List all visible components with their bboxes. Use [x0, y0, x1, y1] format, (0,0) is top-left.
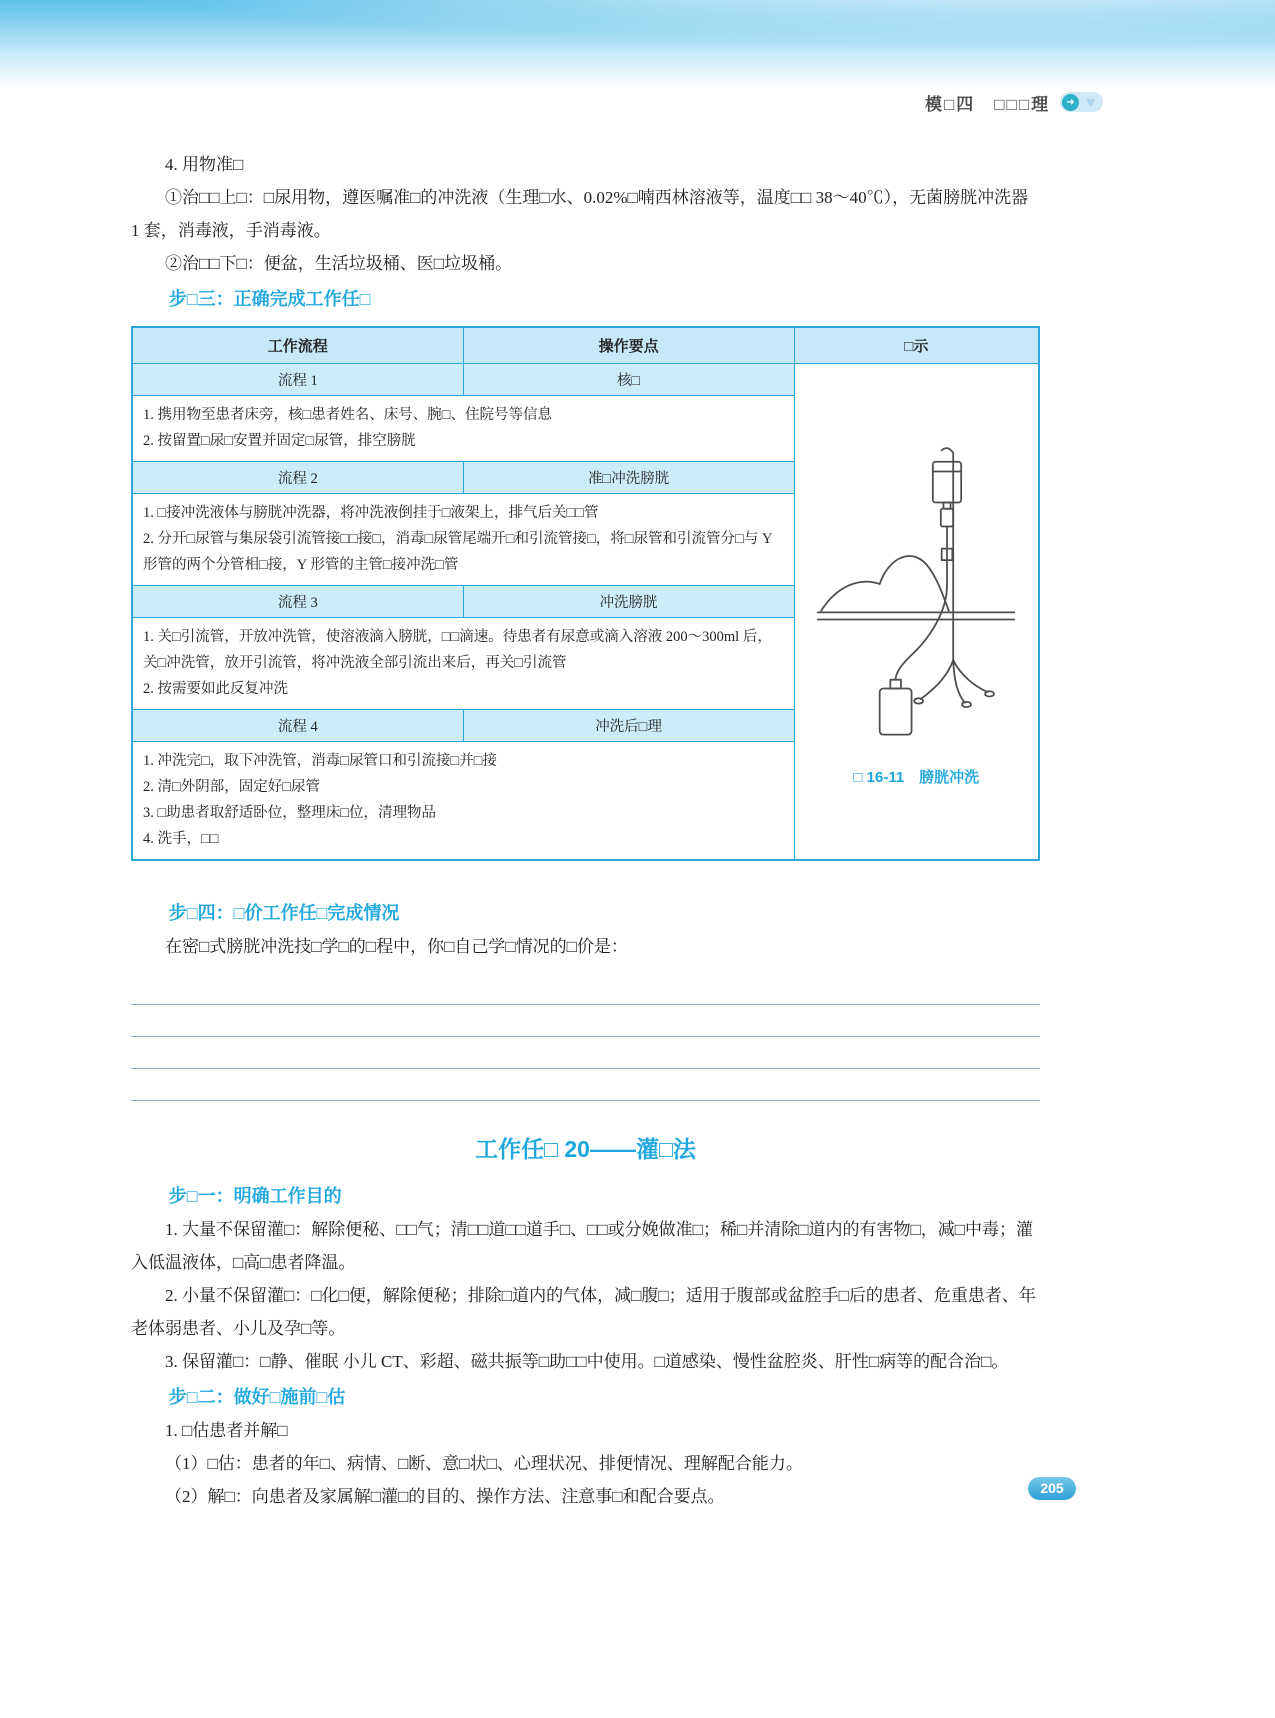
- step4-heading: 步□四：□价工作任□完成情况: [168, 903, 400, 923]
- task20-step1-paragraph-2: 2. 小量不保留灌□：□化□便，解除便秘；排除□道内的气体，减□腹□；适用于腹部或盆腔手□后的患者、危重患者、年老体弱患者、小儿及孕□等。: [131, 1286, 1036, 1338]
- procedure-items: [132, 618, 794, 710]
- task20-step1-heading: 步□一：明确工作目的: [168, 1186, 342, 1206]
- procedure-item: 1. 携用物至患者床旁，核□患者姓名、床号、腕□、住院号等信息: [143, 407, 553, 423]
- task20-step1-paragraph-3: 3. 保留灌□：□静、催眠 小儿 CT、彩超、磁共振等□助□□中使用。□道感染、慢性盆腔炎、肝性□病等的配合治□。: [165, 1352, 1009, 1371]
- heart-icon: ♥: [1086, 93, 1095, 111]
- task20-step1-paragraph-1: 1. 大量不保留灌□：解除便秘、□□气；清□□道□□道手□、□□或分娩做准□；稀□并清除□道内的有害物□，减□中毒；灌入低温液体，□高□患者降温。: [131, 1220, 1034, 1272]
- procedure-item: 2. 清□外阴部，固定好□尿管: [143, 779, 321, 795]
- procedure-item: 1. □接冲洗液体与膀胱冲洗器，将冲洗液倒挂于□液架上，排气后关□□管: [143, 505, 599, 521]
- prep-paragraph-2: ②治□□下□：便盆，生活垃圾桶、医□垃圾桶。: [165, 254, 513, 273]
- bladder-irrigation-illustration: [807, 437, 1025, 747]
- step4-paragraph: 在密□式膀胱冲洗技□学□的□程中，你□自己学□情况的□价是：: [165, 937, 628, 956]
- answer-line: [131, 979, 1040, 1005]
- task20-step2-item-1: 1. □估患者并解□: [165, 1421, 288, 1440]
- main-content: [131, 148, 1040, 1513]
- figure-cell: [794, 364, 1039, 861]
- procedure-items: [132, 494, 794, 586]
- header-icon-strip: [1060, 92, 1103, 112]
- figure-caption: □ 16-11 膀胱冲洗: [853, 768, 980, 786]
- procedure-item: 2. 分开□尿管与集尿袋引流管接□□接□，消毒□尿管尾端开□和引流管接□，将□尿管和引流管分□与 Y 形管的两个分管相□接，Y 形管的主管□接冲洗□管: [143, 531, 772, 573]
- circle-arrow-icon: ➜: [1062, 94, 1079, 111]
- page-number-badge: 205: [1028, 1477, 1076, 1500]
- flow-label: 流程 2: [132, 462, 463, 494]
- column-header-figure: □示: [794, 327, 1039, 364]
- procedure-item: 4. 洗手，□□: [143, 831, 219, 847]
- procedure-items: [132, 742, 794, 861]
- workflow-table: [131, 326, 1040, 861]
- column-header-points: 操作要点: [463, 327, 794, 364]
- procedure-items: [132, 396, 794, 462]
- flow-label: 流程 3: [132, 586, 463, 618]
- prep-paragraph-1: ①治□□上□：□尿用物，遵医嘱准□的冲洗液（生理□水、0.02%□喃西林溶液等，温度□□ 38～40℃），无菌膀胱冲洗器 1 套，消毒液，手消毒液。: [131, 188, 1029, 240]
- flow-point: 冲洗后□理: [463, 710, 794, 742]
- task20-step2-sub-2: （2）解□：向患者及家属解□灌□的目的、操作方法、注意事□和配合要点。: [165, 1487, 725, 1506]
- answer-line: [131, 1069, 1040, 1101]
- task20-step2-sub-1: （1）□估：患者的年□、病情、□断、意□状□、心理状况、排便情况、理解配合能力。: [165, 1454, 803, 1473]
- table-header-row: [132, 327, 1039, 364]
- procedure-item: 1. 冲洗完□，取下冲洗管，消毒□尿管口和引流接□并□接: [143, 753, 498, 769]
- flow-point: 核□: [463, 364, 794, 396]
- flow-point: 冲洗膀胱: [463, 586, 794, 618]
- answer-line: [131, 1005, 1040, 1037]
- step3-heading: 步□三：正确完成工作任□: [168, 289, 371, 309]
- flow-label: 流程 4: [132, 710, 463, 742]
- page-header: [0, 90, 1275, 114]
- flow-point: 准□冲洗膀胱: [463, 462, 794, 494]
- procedure-item: 2. 按需要如此反复冲洗: [143, 681, 288, 697]
- table-row: [132, 364, 1039, 396]
- answer-lines: [131, 979, 1040, 1101]
- task20-step2-heading: 步□二：做好□施前□估: [168, 1387, 346, 1407]
- flow-label: 流程 1: [132, 364, 463, 396]
- answer-line: [131, 1037, 1040, 1069]
- procedure-item: 2. 按留置□尿□安置并固定□尿管，排空膀胱: [143, 433, 416, 449]
- prep-item-4: 4. 用物准□: [165, 155, 244, 174]
- procedure-item: 3. □助患者取舒适卧位，整理床□位，清理物品: [143, 805, 437, 821]
- column-header-flow: 工作流程: [132, 327, 463, 364]
- top-banner: [0, 0, 1275, 88]
- chapter-title: 模□四 □□□理: [925, 94, 1051, 114]
- procedure-item: 1. 关□引流管，开放冲洗管，使溶液滴入膀胱，□□滴速。待患者有尿意或滴入溶液 200～300ml 后，关□冲洗管，放开引流管，将冲洗液全部引流出来后，再关□引流管: [143, 629, 772, 671]
- task20-title: 工作任□ 20——灌□法: [475, 1136, 696, 1162]
